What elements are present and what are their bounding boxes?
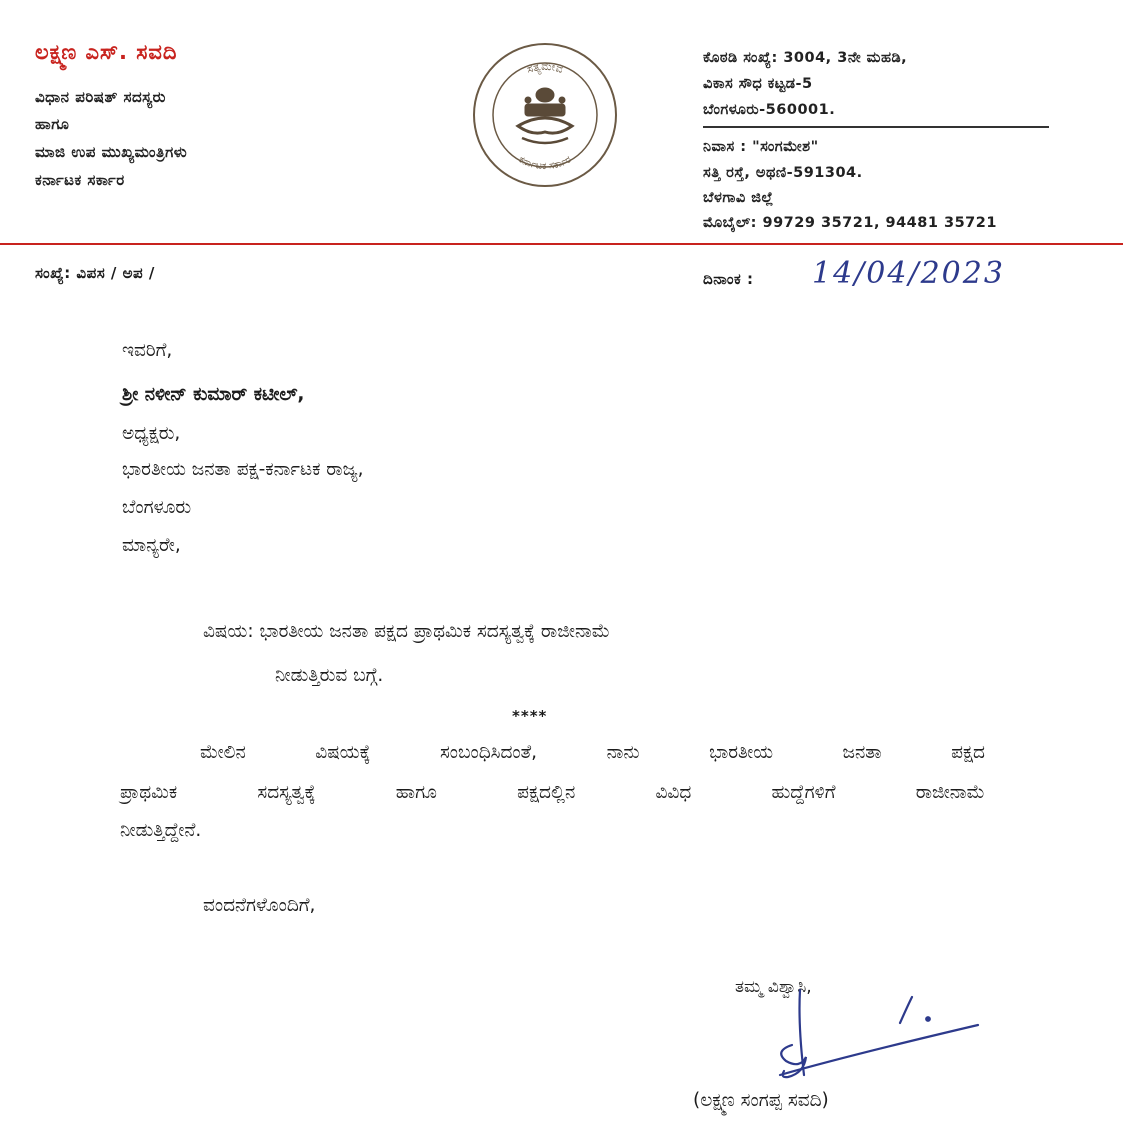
body-line-2: ಪ್ರಾಥಮಿಕ ಸದಸ್ಯತ್ವಕ್ಕೆ ಹಾಗೂ ಪಕ್ಷದಲ್ಲಿನ ವಿವಿಧ ಹುದ್ದೆಗಳಿಗೆ ರಾಜೀನಾಮೆ [120,782,985,803]
salutation: ಮಾನ್ಯರೇ, [122,535,181,556]
address-divider [703,126,1049,128]
body-line-3: ನೀಡುತ್ತಿದ್ದೇನೆ. [120,820,202,841]
designation-line: ವಿಧಾನ ಪರಿಷತ್ ಸದಸ್ಯರು [35,88,166,106]
separator: **** [512,707,548,725]
subject-line: ವಿಷಯ: ಭಾರತೀಯ ಜನತಾ ಪಕ್ಷದ ಪ್ರಾಥಮಿಕ ಸದಸ್ಯತ್ವಕ್ಕೆ ರಾಜೀನಾಮೆ [203,621,611,642]
subject-line-continued: ನೀಡುತ್ತಿರುವ ಬಗ್ಗೆ. [275,665,384,686]
signature [760,985,990,1085]
svg-text:ಸತ್ಯಮೇವ [525,60,565,76]
mobile-line: ಮೊಬೈಲ್: 99729 35721, 94481 35721 [703,215,997,231]
emblem-icon [518,88,572,143]
residence-address-line: ಸತ್ತಿ ರಸ್ತೆ, ಅಥಣಿ-591304. [703,165,863,181]
recipient-organization: ಭಾರತೀಯ ಜನತಾ ಪಕ್ಷ-ಕರ್ನಾಟಕ ರಾಜ್ಯ, [122,459,364,480]
sender-name: ಲಕ್ಷ್ಮಣ ಎಸ್. ಸವದಿ [35,40,178,64]
seal-text-bottom: ಕರ್ನಾಟಕ ಸರ್ಕಾರ [516,154,574,173]
salutation-to: ಇವರಿಗೆ, [122,340,173,361]
handwritten-date: 14/04/2023 [812,256,1005,291]
recipient-name: ಶ್ರೀ ನಳೀನ್ ಕುಮಾರ್ ಕಟೀಲ್, [122,384,305,405]
residence-address-line: ನಿವಾಸ : "ಸಂಗಮೇಶ" [703,139,819,155]
designation-line: ಹಾಗೂ [35,115,70,133]
recipient-city: ಬೆಂಗಳೂರು [122,497,192,518]
residence-address-line: ಬೆಳಗಾವಿ ಜಿಲ್ಲೆ [703,190,774,206]
body-line-1: ಮೇಲಿನ ವಿಷಯಕ್ಕೆ ಸಂಬಂಧಿಸಿದಂತೆ, ನಾನು ಭಾರತೀಯ ಜನತಾ ಪಕ್ಷದ [200,742,985,763]
seal-text-top: ಸತ್ಯಮೇವ [525,59,565,76]
government-seal [470,40,620,190]
date-label: ದಿನಾಂಕ : [703,270,754,288]
designation-line: ಮಾಜಿ ಉಪ ಮುಖ್ಯಮಂತ್ರಿಗಳು [35,143,188,161]
office-address-line: ವಿಕಾಸ ಸೌಧ ಕಟ್ಟಡ-5 [703,76,813,92]
office-address-line: ಕೊಠಡಿ ಸಂಖ್ಯೆ: 3004, 3ನೇ ಮಹಡಿ, [703,50,908,66]
designation-line: ಕರ್ನಾಟಕ ಸರ್ಕಾರ [35,171,125,189]
closing-greeting: ವಂದನೆಗಳೊಂದಿಗೆ, [203,895,316,916]
recipient-title: ಅಧ್ಯಕ್ಷರು, [122,423,181,444]
reference-number: ಸಂಖ್ಯೆ: ವಿಪಸ / ಅಪ / [35,264,155,282]
office-address-line: ಬೆಂಗಳೂರು-560001. [703,102,836,118]
letterhead-divider [0,243,1123,245]
closing-yours: ತಮ್ಮ ವಿಶ್ವಾಸಿ, [735,977,812,997]
signatory-name: (ಲಕ್ಷ್ಮಣ ಸಂಗಪ್ಪ ಸವದಿ) [693,1090,829,1111]
svg-text:ಕರ್ನಾಟಕ ಸರ್ಕಾರ [517,154,574,172]
